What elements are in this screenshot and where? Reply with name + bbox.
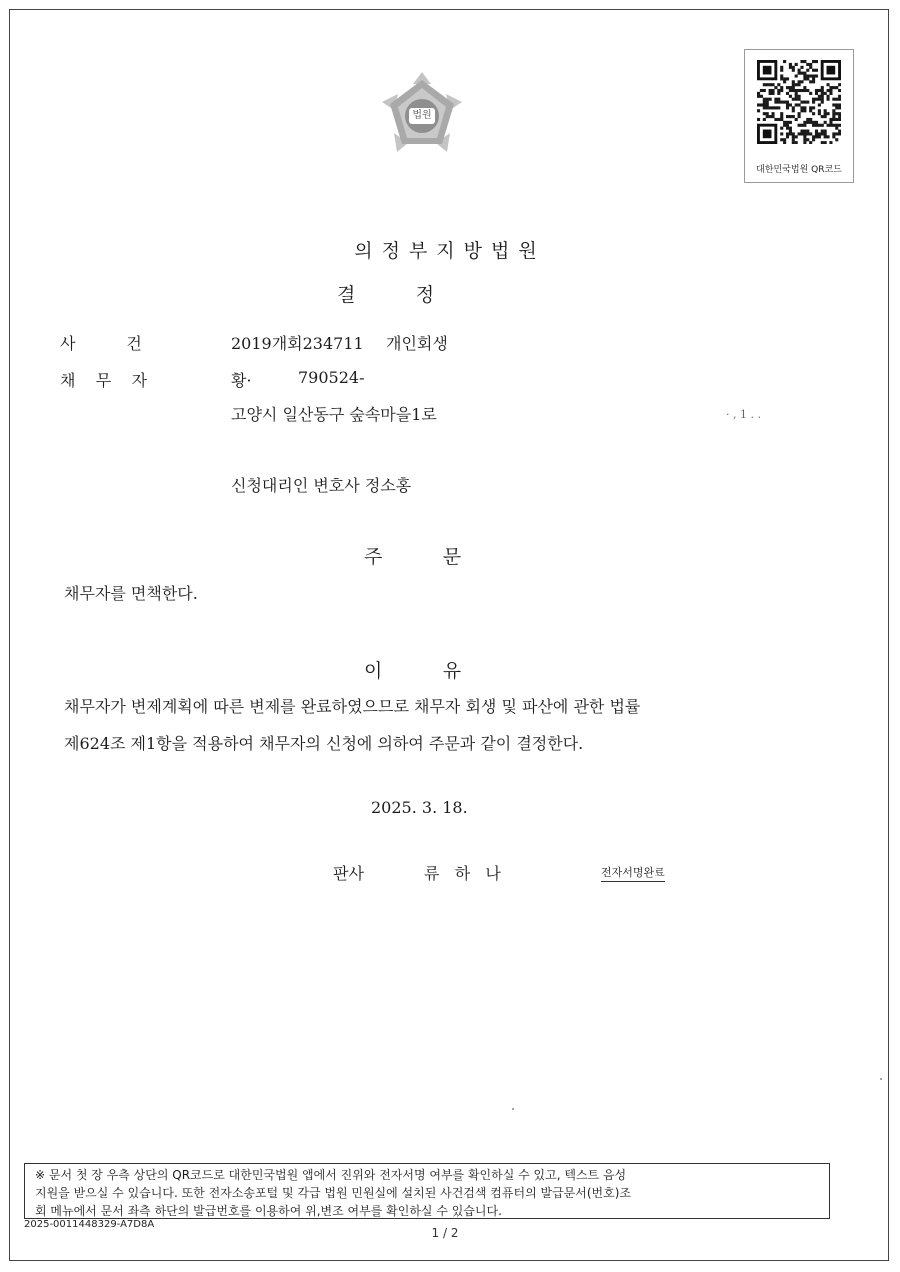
order-text: 채무자를 면책한다. <box>64 584 198 603</box>
debtor-label: 채 무 자 <box>60 371 148 390</box>
case-label: 사 건 <box>60 334 142 353</box>
notice-line-3: 회 메뉴에서 문서 좌측 하단의 발급번호를 이용하여 위,변조 여부를 확인하실 수 있습니다. <box>35 1204 502 1218</box>
scan-speck <box>880 1078 882 1080</box>
reason-line-1: 채무자가 변제계획에 따른 변제를 완료하였으므로 채무자 회생 및 파산에 관한 법률 <box>64 697 641 716</box>
case-type: 개인회생 <box>386 334 448 353</box>
decision-title: 결 정 <box>337 284 435 306</box>
seal-text: 법원 <box>412 110 432 121</box>
debtor-address-tail: · , 1 . . <box>726 408 761 421</box>
notice-line-2: 지원을 받으실 수 있습니다. 또한 전자소송포털 및 각급 법원 민원실에 설치된 사건검색 컴퓨터의 발급문서(번호)조 <box>35 1186 632 1200</box>
decision-date: 2025. 3. 18. <box>371 798 468 817</box>
debtor-id: 790524- <box>298 368 365 387</box>
order-title: 주 문 <box>364 546 462 568</box>
reason-title: 이 유 <box>364 660 462 682</box>
debtor-agent: 신청대리인 변호사 정소홍 <box>231 476 412 495</box>
debtor-name: 황· <box>231 371 252 390</box>
verification-notice <box>24 1163 830 1219</box>
page-border <box>9 9 889 1261</box>
court-name: 의정부지방법원 <box>354 240 546 262</box>
debtor-address: 고양시 일산동구 숲속마을1로 <box>231 405 437 424</box>
page-number: 1 / 2 <box>431 1226 459 1240</box>
notice-line-1: ※ 문서 첫 장 우측 상단의 QR코드로 대한민국법원 앱에서 진위와 전자서명 여부를 확인하실 수 있고, 텍스트 음성 <box>35 1168 627 1182</box>
scan-speck <box>512 1108 514 1110</box>
qr-code-icon <box>757 60 841 144</box>
electronic-signature-mark: 전자서명완료 <box>601 864 665 882</box>
judge-name: 류 하 나 <box>424 864 501 883</box>
qr-code-box[interactable] <box>744 49 854 183</box>
court-seal <box>378 70 466 160</box>
issue-number[interactable]: 2025-0011448329-A7D8A <box>24 1219 155 1230</box>
case-number: 2019개회234711 <box>231 334 364 353</box>
reason-line-2: 제624조 제1항을 적용하여 채무자의 신청에 의하여 주문과 같이 결정한다. <box>64 734 584 753</box>
judge-title: 판사 <box>333 864 364 883</box>
qr-caption: 대한민국법원 QR코드 <box>756 165 842 175</box>
